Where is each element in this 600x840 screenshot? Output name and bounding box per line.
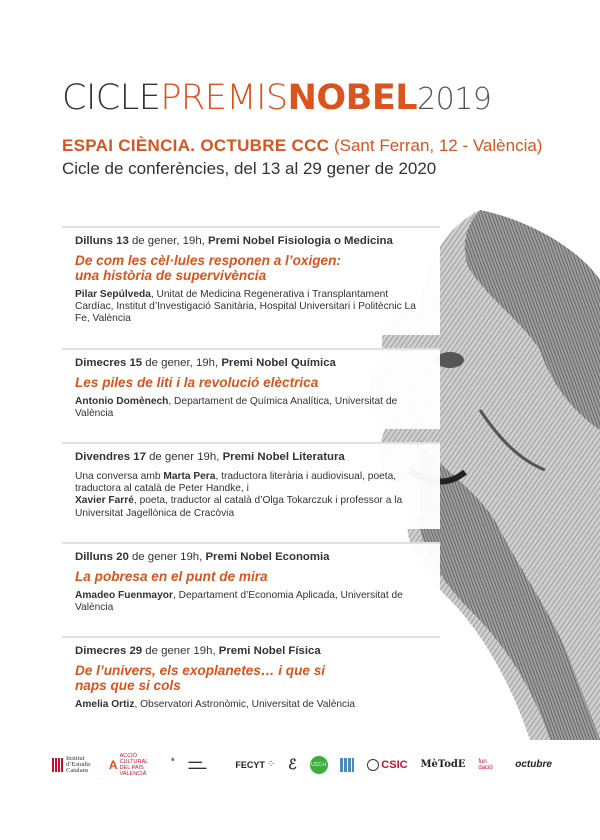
talk-line: De l’univers, els exoplanetes… i que si xyxy=(75,663,326,679)
event-heading xyxy=(75,550,428,565)
octubre-text: octubre xyxy=(515,759,552,770)
event-item xyxy=(0,348,440,429)
event-prize: Premi Nobel Economia xyxy=(205,550,330,563)
event-speaker xyxy=(75,396,428,420)
logo-fecyt xyxy=(235,759,276,770)
event-heading xyxy=(75,450,428,465)
iec-text: d’Estudis xyxy=(66,761,91,768)
event-speaker xyxy=(75,590,428,614)
event-heading xyxy=(75,234,428,249)
speaker-name: Antonio Domènech xyxy=(75,395,169,407)
venue-name: ESPAI CIÈNCIA. OCTUBRE CCC xyxy=(62,136,330,155)
logo-acv xyxy=(109,753,158,777)
talk-line: De com les cèl·lules responen a l’oxigen: xyxy=(75,253,341,268)
speaker-affiliation: , Departament d’Economia Aplicada, Universitat de València xyxy=(75,589,403,614)
event-time: de gener 19h, xyxy=(128,550,206,563)
iec-text: Catalans xyxy=(66,767,89,774)
speaker-name: Pilar Sepúlveda xyxy=(75,289,151,300)
venue xyxy=(62,136,542,156)
speaker-name: Marta Pera xyxy=(163,471,216,483)
event-prize: Premi Nobel Química xyxy=(221,356,336,369)
event-speaker xyxy=(75,289,428,326)
speaker-affiliation: , Observatori Astronòmic, Universitat de València xyxy=(134,699,356,711)
iec-text: Institut xyxy=(66,755,85,762)
fecyt-text: FECYT xyxy=(235,760,265,770)
speaker-affiliation: , poeta, traductor al català d’Olga Tokarczuk i professor a la Universitat Jagellònica de Cracòvia xyxy=(75,495,403,519)
acv-text: DEL PAÍS VALENCIÀ xyxy=(119,765,147,777)
talk-line: una història de supervivència xyxy=(75,268,267,283)
event-heading xyxy=(75,644,428,659)
acv-mark-icon: A xyxy=(108,758,118,772)
event-item xyxy=(0,542,440,623)
event-day: Dilluns 20 xyxy=(75,550,129,563)
fecyt-dots-icon: ⁘ xyxy=(266,759,276,770)
event-item xyxy=(0,226,440,335)
events-list xyxy=(0,226,440,733)
event-prize: Premi Nobel Literatura xyxy=(222,451,345,464)
logo-octubre xyxy=(515,759,552,770)
portrait-eye xyxy=(436,352,464,368)
sponsor-logos xyxy=(52,748,552,782)
talk-line: naps que si cols xyxy=(75,678,181,694)
event-talk-title xyxy=(75,253,428,283)
title-year: 2019 xyxy=(417,82,492,117)
poster-title xyxy=(62,78,491,118)
cycle-subtitle: Cicle de conferències, del 13 al 29 gener de 2020 xyxy=(62,159,437,178)
logo-ocb xyxy=(478,759,502,771)
speaker-affiliation: , Unitat de Medicina Regenerativa i Transplantament Cardíac, Institut d’Investigació Sanitària, Hospital Universitari i Politècnic La Fe, València xyxy=(75,289,416,325)
logo-ice xyxy=(288,757,297,773)
ocb-text: dació xyxy=(478,765,493,771)
talk-line: Les piles de liti i la revolució elèctrica xyxy=(75,374,319,390)
event-item xyxy=(0,636,440,720)
ucc-text: UCC+i xyxy=(310,756,328,774)
coat-of-arms-icon: ♛ xyxy=(170,757,175,763)
event-prize: Premi Nobel Física xyxy=(218,645,321,658)
event-prize: Premi Nobel Fisiologia o Medicina xyxy=(207,235,393,247)
csic-mark-icon xyxy=(367,759,379,771)
ministry-text-block: ▬▬▬ ▬▬▬▬ xyxy=(188,759,207,770)
event-heading xyxy=(75,356,428,371)
logo-csic xyxy=(367,759,407,771)
event-time: de gener 19h, xyxy=(145,451,223,464)
iec-bars-icon xyxy=(52,758,64,772)
event-day: Dilluns 13 xyxy=(75,235,129,247)
ice-mark-icon: ℰ xyxy=(288,757,297,773)
title-premis: PREMIS xyxy=(160,78,288,118)
venue-address: (Sant Ferran, 12 - València) xyxy=(333,136,543,155)
csic-text: CSIC xyxy=(381,759,408,771)
speaker-affiliation: , Departament de Química Analítica, Universitat de València xyxy=(75,395,398,419)
logo-grid xyxy=(340,758,354,772)
talk-line: La pobresa en el punt de mira xyxy=(75,568,268,584)
logo-iec xyxy=(52,756,96,774)
event-intro: Una conversa amb xyxy=(75,471,164,483)
event-day: Dimecres 29 xyxy=(75,645,143,658)
speaker-name: Amadeo Fuenmayor xyxy=(75,589,173,601)
grid-mark-icon xyxy=(340,758,354,772)
event-speaker xyxy=(75,471,428,520)
logo-metode xyxy=(420,759,466,770)
event-speaker xyxy=(75,699,428,711)
event-talk-title xyxy=(75,569,428,584)
event-time: de gener 19h, xyxy=(142,645,219,658)
event-time: de gener, 19h, xyxy=(128,235,208,247)
event-item xyxy=(0,442,440,529)
event-day: Divendres 17 xyxy=(75,451,146,464)
event-day: Dimecres 15 xyxy=(75,356,143,369)
event-talk-title xyxy=(75,663,428,693)
ocb-text: fun xyxy=(478,759,487,765)
event-time: de gener, 19h, xyxy=(142,356,222,369)
title-nobel: NOBEL xyxy=(287,78,418,118)
logo-ministry xyxy=(170,757,222,773)
acv-text: ACCIÓ CULTURAL xyxy=(119,753,149,765)
event-talk-title xyxy=(75,375,428,390)
speaker-affiliation: , traductora literària i audiovisual, poeta, traductora al català de Peter Handke, i xyxy=(75,471,397,495)
speaker-name: Amelia Ortiz xyxy=(75,699,135,711)
logo-ucc xyxy=(310,756,328,774)
title-cicle: CICLE xyxy=(62,78,161,118)
metode-text: MèTodE xyxy=(420,759,466,770)
speaker-name: Xavier Farré xyxy=(75,495,134,507)
